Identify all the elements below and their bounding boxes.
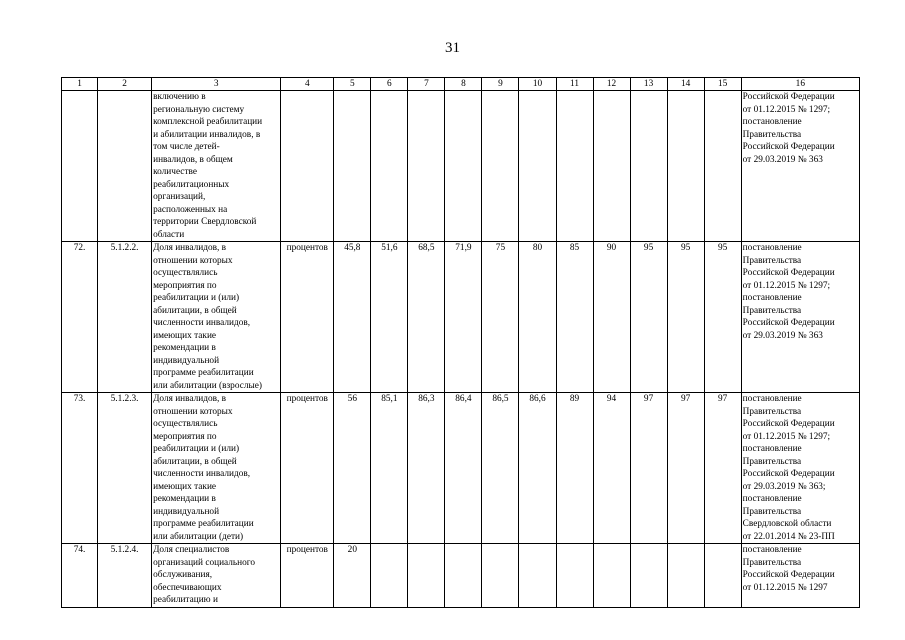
value-cell: 45,8 [334,242,371,393]
basis-line: Российской Федерации [742,469,835,479]
value-cell [371,544,408,608]
indicator-name-line: численности инвалидов, [153,318,251,328]
value-cell: 75 [482,242,519,393]
value-cell: 80 [519,242,556,393]
indicator-name-line: региональную систему [153,104,245,115]
indicator-name-line: индивидуальной [153,506,220,517]
indicator-name-line: программе реабилитации [153,368,254,378]
basis-line: от 29.03.2019 № 363 [742,154,823,165]
value-cell: 71,9 [445,242,482,393]
value-cell [519,544,556,608]
basis-line: Российской Федерации [742,318,835,328]
basis-line: постановление [742,494,802,504]
basis-line: Правительства [742,557,802,568]
column-header: 11 [556,78,593,91]
value-cell: 85 [556,242,593,393]
value-cell [334,91,371,242]
value-cell: 68,5 [408,242,445,393]
column-header: 12 [593,78,630,91]
value-cell [371,91,408,242]
basis-line: Свердловской области [742,519,832,529]
column-header: 9 [482,78,519,91]
indicator-name-line: расположенных на [153,204,228,215]
indicator-name-line: имеющих такие [153,481,217,492]
indicator-name-cell [152,242,281,393]
column-header: 8 [445,78,482,91]
value-cell [519,91,556,242]
basis-line: Российской Федерации [742,92,835,102]
basis-line: постановление [742,117,802,127]
value-cell [482,91,519,242]
table-row [62,242,860,393]
basis-line: Правительства [742,456,802,467]
column-header: 13 [630,78,667,91]
value-cell [408,544,445,608]
column-header: 10 [519,78,556,91]
header-row [62,78,860,91]
value-cell: 86,5 [482,393,519,544]
basis-line: Правительства [742,506,802,517]
basis-line: от 01.12.2015 № 1297 [742,582,828,593]
basis-line: от 22.01.2014 № 23-ПП [742,531,835,542]
indicator-name-line: или абилитации (взрослые) [153,380,262,391]
value-cell: 51,6 [371,242,408,393]
indicator-name-line: отношении которых [153,255,233,266]
indicator-name-line: том числе детей- [153,142,220,152]
indicator-name-line: территории Свердловской [153,217,257,227]
value-cell [408,91,445,242]
indicator-name-line: абилитации, в общей [153,456,237,467]
value-cell: 97 [630,393,667,544]
basis-line: постановление [742,444,802,454]
indicator-name-line: организаций социального [153,557,255,568]
basis-line: от 29.03.2019 № 363 [742,330,823,341]
table-row [62,91,860,242]
unit-cell: процентов [281,242,334,393]
value-cell: 97 [704,393,741,544]
value-cell: 95 [630,242,667,393]
row-number-cell: 74. [62,544,98,608]
column-header: 1 [62,78,98,91]
indicator-name-line: мероприятия по [153,280,217,291]
value-cell [556,544,593,608]
indicator-name-line: области [153,229,185,240]
value-cell [667,544,704,608]
value-cell [630,91,667,242]
value-cell [667,91,704,242]
basis-line: от 01.12.2015 № 1297; [742,280,831,291]
basis-line: Российской Федерации [742,570,835,580]
value-cell [593,91,630,242]
indicator-name-line: и абилитации инвалидов, в [153,129,261,140]
column-header: 14 [667,78,704,91]
basis-line: постановление [742,293,802,303]
basis-cell [741,91,859,242]
indicator-name-line: осуществлялись [153,419,218,429]
table-row [62,393,860,544]
value-cell: 85,1 [371,393,408,544]
column-header: 2 [98,78,152,91]
indicator-name-line: реабилитационных [153,179,230,190]
value-cell: 97 [667,393,704,544]
indicator-name-cell [152,91,281,242]
indicator-name-cell [152,544,281,608]
value-cell [593,544,630,608]
value-cell [482,544,519,608]
indicator-name-line: комплексной реабилитации [153,117,263,127]
indicator-name-line: рекомендации в [153,494,216,504]
indicator-name-line: реабилитацию и [153,595,218,605]
value-cell: 56 [334,393,371,544]
basis-line: Правительства [742,305,802,316]
indicator-name-line: организаций, [153,192,206,202]
value-cell: 86,3 [408,393,445,544]
value-cell: 94 [593,393,630,544]
basis-line: Правительства [742,255,802,266]
column-header: 3 [152,78,281,91]
page-number: 31 [445,40,460,56]
indicator-name-line: Доля специалистов [153,545,230,555]
value-cell: 89 [556,393,593,544]
column-header: 15 [704,78,741,91]
value-cell [630,544,667,608]
indicator-name-line: отношении которых [153,406,233,417]
code-cell: 5.1.2.3. [98,393,152,544]
row-number-cell: 73. [62,393,98,544]
basis-cell [741,242,859,393]
basis-line: постановление [742,243,802,253]
indicator-name-line: Доля инвалидов, в [153,394,227,404]
code-cell: 5.1.2.4. [98,544,152,608]
indicator-name-line: включению в [153,92,206,102]
basis-line: постановление [742,545,802,555]
indicator-name-line: инвалидов, в общем [153,154,233,165]
basis-cell [741,544,859,608]
basis-line: Российской Федерации [742,142,835,152]
indicator-name-line: реабилитации и (или) [153,293,240,303]
indicator-name-cell [152,393,281,544]
basis-line: Правительства [742,406,802,417]
indicator-name-line: имеющих такие [153,330,217,341]
indicator-name-line: или абилитации (дети) [153,531,244,542]
indicator-name-line: мероприятия по [153,431,217,442]
value-cell [704,544,741,608]
indicators-table [61,77,860,608]
indicator-name-line: количестве [153,167,197,177]
row-number-cell: 72. [62,242,98,393]
column-header: 16 [741,78,859,91]
basis-line: Российской Федерации [742,419,835,429]
indicator-name-line: абилитации, в общей [153,305,237,316]
indicator-name-line: осуществлялись [153,268,218,278]
value-cell [704,91,741,242]
basis-line: от 01.12.2015 № 1297; [742,104,831,115]
indicator-name-line: Доля инвалидов, в [153,243,227,253]
basis-line: Правительства [742,129,802,140]
indicator-name-line: программе реабилитации [153,519,254,529]
basis-cell [741,393,859,544]
value-cell: 95 [667,242,704,393]
value-cell [445,91,482,242]
value-cell: 95 [704,242,741,393]
unit-cell: процентов [281,393,334,544]
indicator-name-line: индивидуальной [153,355,220,366]
value-cell [445,544,482,608]
column-header: 5 [334,78,371,91]
indicator-name-line: реабилитации и (или) [153,444,240,454]
code-cell: 5.1.2.2. [98,242,152,393]
code-cell [98,91,152,242]
indicator-name-line: обслуживания, [153,570,213,580]
value-cell: 86,6 [519,393,556,544]
column-header: 6 [371,78,408,91]
value-cell [556,91,593,242]
basis-line: от 29.03.2019 № 363; [742,481,826,492]
indicator-name-line: численности инвалидов, [153,469,251,479]
value-cell: 86,4 [445,393,482,544]
column-header: 7 [408,78,445,91]
basis-line: от 01.12.2015 № 1297; [742,431,831,442]
row-number-cell [62,91,98,242]
table-row [62,544,860,608]
value-cell: 90 [593,242,630,393]
indicator-name-line: обеспечивающих [153,582,222,593]
basis-line: Российской Федерации [742,268,835,278]
column-header: 4 [281,78,334,91]
value-cell: 20 [334,544,371,608]
indicator-name-line: рекомендации в [153,343,216,353]
basis-line: постановление [742,394,802,404]
unit-cell [281,91,334,242]
unit-cell: процентов [281,544,334,608]
